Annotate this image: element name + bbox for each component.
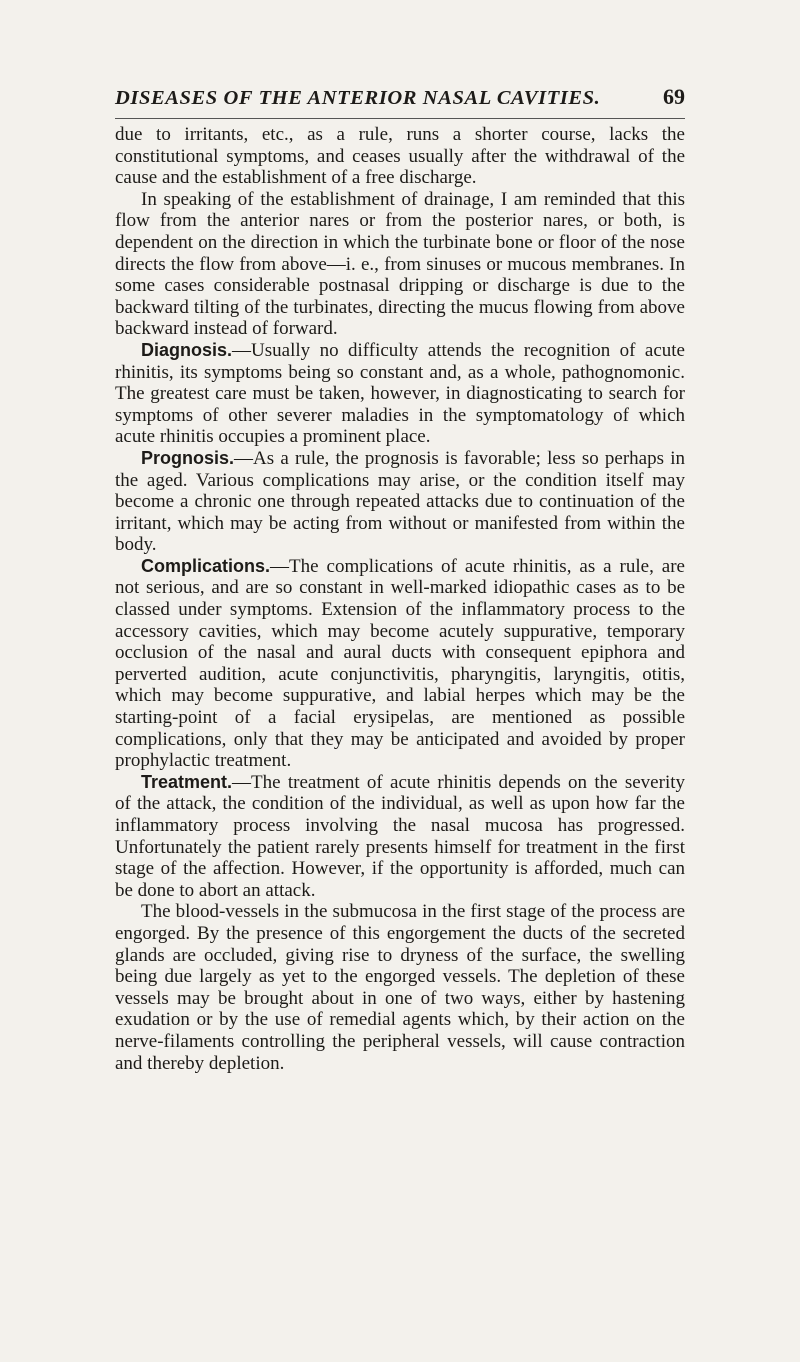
section-heading-diagnosis: Diagnosis. [141,339,233,360]
paragraph-continuation: due to irritants, etc., as a rule, runs a shorter course, lacks the constitutional symptoms, and ceases usually after the withdrawal of the cause and the establishment of a free discharge. [115,124,685,189]
paragraph-blood-vessels: The blood-vessels in the submucosa in the first stage of the process are engorged. By the presence of this engorgement the ducts of the secreted glands are occluded, giving rise to dryness of the surface, the swelling being due largely as yet to the engorged vessels. The depletion of these vessels may be brought about in one of two ways, either by hastening exudation or by the use of remedial agents which, by their action on the nerve-filaments controlling the peripheral vessels, will cause contraction and thereby depletion. [115,901,685,1074]
running-header [115,84,685,119]
paragraph-drainage: In speaking of the establishment of drainage, I am reminded that this flow from the anterior nares or from the posterior nares, or both, is dependent on the direction in which the turbinate bone or floor of the nose directs the flow from above—i. e., from sinuses or mucous membranes. In some cases considerable postnasal dripping or discharge is due to the backward tilting of the turbinates, directing the mucus flowing from above backward instead of forward. [115,188,685,340]
paragraph-complications [115,556,685,772]
body-text [115,124,685,1074]
section-heading-treatment: Treatment. [141,771,233,792]
treatment-text: —The treatment of acute rhinitis depends on the severity of the attack, the condition of the individual, as well as upon how far the inflammatory process involving the nasal mucosa has progressed. Unfortunately the patient rarely presents himself for treatment in the first stage of the affection. However, if the opportunity is afforded, much can be done to abort an attack. [115,771,685,901]
running-title: DISEASES OF THE ANTERIOR NASAL CAVITIES. [115,87,601,109]
paragraph-diagnosis [115,340,685,448]
page-number: 69 [663,84,685,109]
section-heading-complications: Complications. [141,555,271,576]
paragraph-treatment [115,772,685,902]
paragraph-prognosis [115,448,685,556]
prognosis-text: —As a rule, the prognosis is favorable; less so perhaps in the aged. Various complications may arise, or the condition itself may become a chronic one through repeated attacks due to continuation of the irritant, which may be acting from without or manifested from within the body. [115,447,685,556]
section-heading-prognosis: Prognosis. [141,447,235,468]
complications-text: —The complications of acute rhinitis, as a rule, are not serious, and are so constant in well-marked idiopathic cases as to be classed under symptoms. Extension of the inflammatory process to the accessory cavities, which may become acutely suppurative, temporary occlusion of the nasal and aural ducts with consequent epiphora and perverted audition, acute conjunctivitis, pharyngitis, laryngitis, otitis, which may become suppurative, and labial herpes which may be the starting-point of a facial erysipelas, are mentioned as possible complications, only that they may be anticipated and avoided by proper prophylactic treatment. [115,555,685,772]
diagnosis-text: —Usually no difficulty attends the recognition of acute rhinitis, its symptoms being so constant and, as a whole, pathognomonic. The greatest care must be taken, however, in diagnosticating to search for symptoms of other severer maladies in the symptomatology of which acute rhinitis occupies a prominent place. [115,339,685,448]
